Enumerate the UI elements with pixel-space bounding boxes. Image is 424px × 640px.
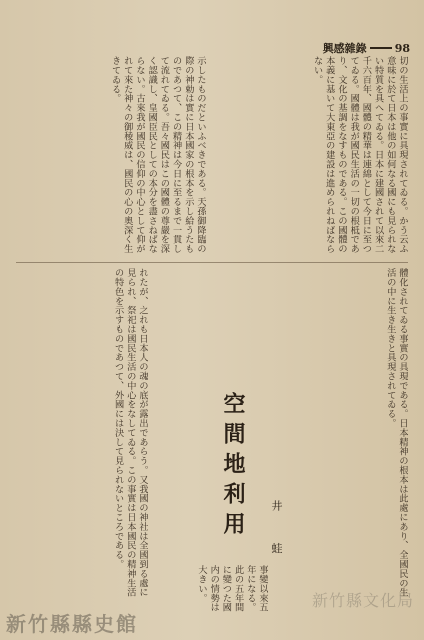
article-title: 空間地利用 [220, 392, 246, 542]
article-author: 井 蛙 [270, 500, 283, 568]
text-column-top-left: 示したものだといふべきである。天孫御降臨の際の神勅は實に日本國家の根本を示し給うたものであつて、この精神は今日に至るまで一貫して流れてゐる。吾々國民はこの國體の尊嚴を深く認識し、皇國臣民としての本分を盡さねばならない。古來我が國民の信仰の中心として仰がれて來た神々の御稜威は、國民の心の奧深く生きてゐる。 [109, 56, 206, 254]
text-column-top-right: 切の生活上の事實に具現されてゐる。かう云ふ意味に於て日本は他の如何なる國にも見られない特質を具へてゐる。日本に建國されて以來二千六百年、國體の精華は連綿として今日に至つてゐる。國體は我が國民生活の一切の根柢であり、文化の基調をなすものである。この國體の本義に基いて大東亞の建設は進められねばならない。 [311, 56, 408, 254]
archive-watermark-right: 新竹縣文化局 [311, 591, 414, 610]
header-title: 興感雜錄 [322, 42, 367, 55]
text-column-bottom-right: 體化されてゐる事實の具現である。日本精神の根本は此處にあり、全國民の生活の中に生き生きと具現されてゐる。 [384, 268, 408, 597]
archive-stamp-left: 新竹縣縣史館 [6, 612, 138, 636]
page-number: 98 [394, 41, 410, 55]
section-divider [16, 262, 408, 263]
header-rule [370, 47, 392, 49]
text-column-bottom-center: 事變以來五年になる。此の五年間に變つた國内の情勢は大きい。 [195, 565, 268, 612]
text-column-bottom-left: れたが、之れも日本人の魂の底が露出であらう。又我國の神社は全國到る處に見られ、祭祀は國民生活の中心をなしてゐる。この事實は日本國民の精神生活の特色を示すものであつて、外國には決して見られないところである。 [112, 268, 148, 597]
running-header [323, 40, 410, 56]
